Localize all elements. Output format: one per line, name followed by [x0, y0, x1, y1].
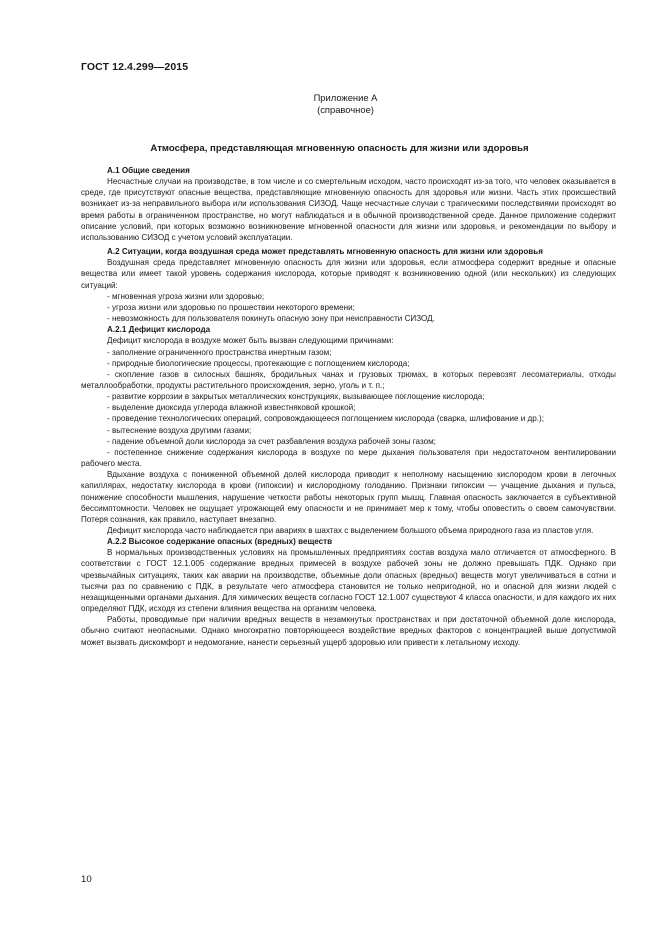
list-item: - выделение диоксида углерода влажной известняковой крошкой; — [107, 403, 356, 413]
list-item: - невозможность для пользователя покинуть опасную зону при неисправности СИЗОД. — [107, 314, 435, 324]
paragraph: Несчастные случаи на производстве, в том числе и со смертельным исходом, часто происходят из-за того, что человек оказывается в среде, где присутствуют опасные вещества, представляющие мгновенную опасность для здоровья или жизни. Часть этих происшествий возникает из-за неправильного выбора или использования СИЗОД. Чаще несчастные случаи с трагическими последствиями происходят во время работы в ограниченном пространстве, но могут наблюдаться и в обычной производственной среде. Данное приложение содержит описание условий, при которых возможно возникновение мгновенной опасности для жизни или здоровья, и рекомендации по выбору и использованию СИЗОД с учетом условий эксплуатации. — [81, 177, 616, 242]
list-item: - скопление газов в силосных башнях, бродильных чанах и грузовых трюмах, в которых перевозят лесоматериалы, отходы металлообработки, продукты растительного происхождения, зерно, уголь и т. п.; — [81, 369, 616, 390]
paragraph: Вдыхание воздуха с пониженной объемной долей кислорода приводит к неполному насыщению кислородом крови в легочных капиллярах, недостатку кислорода в крови (гипоксии) и кислородному голоданию. Признаки гипоксии — учащение дыхания и пульса, понижение способности мышления, нарушение четкости работы некоторых групп мышц. Главная опасность заключается в субъективной бессимптомности. Человек не ощущает угрожающей ему опасности и не принимает мер к тому, чтобы оповестить о своем самочувствии. Потеря сознания, как правило, наступает внезапно. — [81, 470, 616, 524]
paragraph: Воздушная среда представляет мгновенную опасность для жизни или здоровья, если атмосфера содержит вредные и опасные вещества или имеет такой уровень содержания кислорода, которые приводят к возникновению одной (или нескольких) из следующих ситуаций: — [81, 258, 616, 290]
subsection-heading: А.2.2 Высокое содержание опасных (вредных) веществ — [107, 537, 333, 547]
list-item: - постепенное снижение содержания кислорода в воздухе по мере дыхания пользователя при недостаточном вентилировании рабочего места. — [81, 447, 616, 469]
list-item: - вытеснение воздуха другими газами; — [107, 425, 252, 435]
list-item: - природные биологические процессы, протекающие с поглощением кислорода; — [107, 358, 410, 368]
list-item: - развитие коррозии в закрытых металлических конструкциях, вызывающее поглощение кислорода; — [107, 392, 485, 402]
list-item: - мгновенная угроза жизни или здоровью; — [107, 291, 265, 301]
list-intro: Дефицит кислорода в воздухе может быть вызван следующими причинами: — [107, 336, 394, 346]
document-code: ГОСТ 12.4.299—2015 — [81, 61, 189, 73]
appendix-label: Приложение А — [313, 92, 378, 103]
appendix-label-block — [0, 92, 661, 116]
paragraph: Работы, проводимые при наличии вредных веществ в незамкнутых пространствах и при достаточной объемной доле кислорода, обычно считают неопасными. Однако многократно повторяющееся воздействие вредных факторов с концентрацией выше допустимой может вызвать дискомфорт и недомогание, нанести серьезный ущерб здоровью или привести к летальному исходу. — [81, 615, 616, 647]
list-item: - заполнение ограниченного пространства инертным газом; — [107, 347, 332, 357]
list-item: - падение объемной доли кислорода за счет разбавления воздуха рабочей зоны газом; — [107, 436, 436, 446]
page-number: 10 — [81, 874, 92, 885]
section-heading: А.2 Ситуации, когда воздушная среда может представлять мгновенную опасность для жизни или здоровья — [107, 247, 543, 257]
section-heading: А.1 Общие сведения — [107, 166, 190, 175]
list-item: - угроза жизни или здоровью по прошествии некоторого времени; — [107, 302, 355, 312]
document-body — [81, 165, 616, 648]
appendix-note: (справочное) — [317, 104, 374, 115]
list-item: - проведение технологических операций, сопровождающееся поглощением кислорода (сварка, шлифование и др.); — [107, 414, 544, 424]
paragraph: Дефицит кислорода часто наблюдается при авариях в шахтах с выделением большого объема природного газа из пластов угля. — [107, 526, 594, 535]
appendix-title: Атмосфера, представляющая мгновенную опасность для жизни или здоровья — [150, 143, 529, 154]
paragraph: В нормальных производственных условиях на промышленных предприятиях состав воздуха мало отличается от атмосферного. В соответствии с ГОСТ 12.1.005 содержание вредных примесей в воздухе рабочей зоны не должно превышать ПДК. Однако при чрезвычайных ситуациях, таких как аварии на производстве, объемные доли опасных (вредных) веществ могут увеличиваться в сотни и тысячи раз по сравнению с ПДК, в результате чего атмосфера становится не только непригодной, но и опасной для жизни людей с незащищенными органами дыхания. Для химических веществ согласно ГОСТ 12.1.007 существуют 4 класса опасности, и для каждого их них определяют ПДК, исходя из степени влияния вещества на организм человека. — [81, 548, 616, 614]
subsection-heading: А.2.1 Дефицит кислорода — [107, 325, 211, 335]
